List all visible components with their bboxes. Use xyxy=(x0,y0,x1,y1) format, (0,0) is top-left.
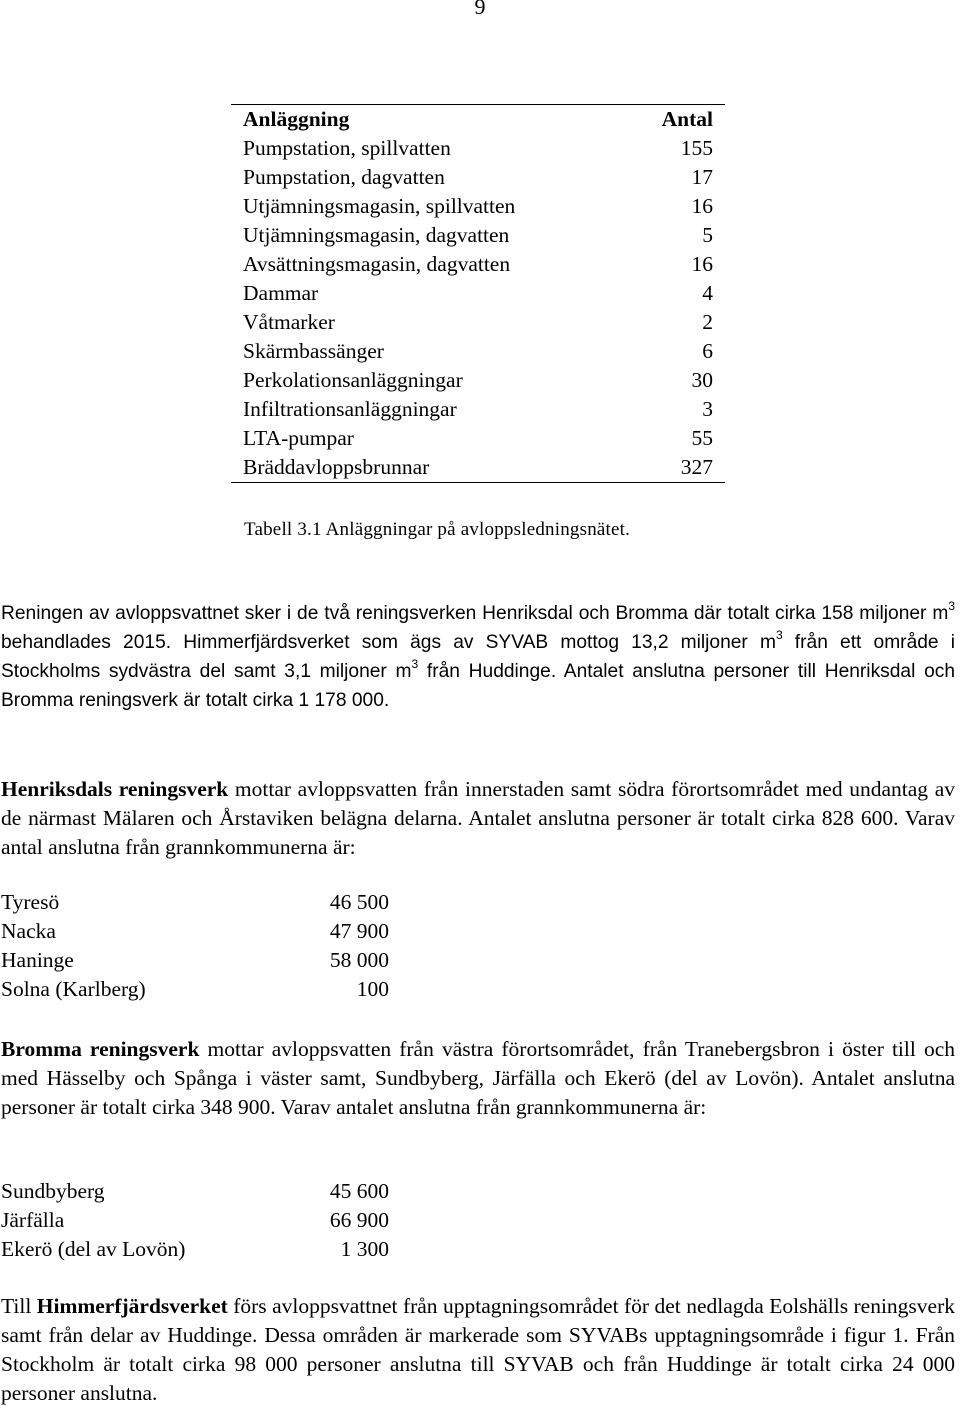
facility-name: Bräddavloppsbrunnar xyxy=(243,455,430,479)
table-row xyxy=(231,366,725,395)
intro-text-1: Reningen av avloppsvattnet sker i de två reningsverken Henriksdal och Bromma där totalt cirka 158 miljoner m xyxy=(1,603,949,624)
facility-count: 55 xyxy=(691,426,713,450)
municipality-value: 1 300 xyxy=(340,1237,389,1261)
facility-count: 327 xyxy=(680,455,713,479)
table-header xyxy=(231,105,725,134)
list-item xyxy=(1,917,401,946)
intro-paragraph xyxy=(1,599,955,715)
bromma-paragraph xyxy=(1,1035,955,1122)
facility-count: 6 xyxy=(702,339,713,363)
table-row xyxy=(231,163,725,192)
page-number: 9 xyxy=(474,0,486,19)
table-row xyxy=(231,337,725,366)
municipality-name: Nacka xyxy=(1,919,56,943)
municipality-value: 46 500 xyxy=(329,890,389,914)
table-row xyxy=(231,453,725,482)
table-caption: Tabell 3.1 Anläggningar på avloppsledningsnätet. xyxy=(244,519,631,540)
himmerfjard-text: förs avloppsvattnet från upptagningsområdet för det nedlagda Eolshälls reningsverk samt från delar av Huddinge. Dessa områden är markerade som SYVABs upptagningsområde i figur 1. Från Stockholm är totalt cirka 98 000 personer anslutna till SYVAB och från Huddinge är totalt cirka 24 000 personer anslutna. xyxy=(1,1294,955,1405)
facility-count: 17 xyxy=(691,165,713,189)
himmerfjard-heading: Himmerfjärdsverket xyxy=(36,1294,228,1318)
facility-name: Pumpstation, spillvatten xyxy=(243,136,451,160)
list-item xyxy=(1,1177,401,1206)
facility-name: Dammar xyxy=(243,281,319,305)
facility-name: Skärmbassänger xyxy=(243,339,384,363)
column-header-facility: Anläggning xyxy=(243,107,350,131)
municipality-name: Ekerö (del av Lovön) xyxy=(1,1237,186,1261)
henriksdal-municipalities xyxy=(1,888,401,1004)
municipality-value: 45 600 xyxy=(329,1179,389,1203)
table-row xyxy=(231,308,725,337)
facilities-table xyxy=(231,104,725,483)
list-item xyxy=(1,1235,401,1264)
facility-name: Våtmarker xyxy=(243,310,335,334)
facility-name: Avsättningsmagasin, dagvatten xyxy=(243,252,511,276)
henriksdal-text: mottar avloppsvatten från innerstaden samt södra förortsområdet med undantag av de närmast Mälaren och Årstaviken belägna delarna. Antalet anslutna personer är totalt cirka 828 600. Varav antal anslutna från grannkommunerna är: xyxy=(1,777,955,859)
himmerfjard-prefix: Till xyxy=(1,1294,37,1318)
superscript: 3 xyxy=(775,628,783,642)
facility-count: 3 xyxy=(702,397,713,421)
municipality-value: 66 900 xyxy=(329,1208,389,1232)
facility-name: Utjämningsmagasin, spillvatten xyxy=(243,194,516,218)
municipality-value: 47 900 xyxy=(329,919,389,943)
facility-name: Infiltrationsanläggningar xyxy=(243,397,457,421)
table-row xyxy=(231,424,725,453)
facility-name: Pumpstation, dagvatten xyxy=(243,165,445,189)
list-item xyxy=(1,888,401,917)
list-item xyxy=(1,975,401,1004)
facility-count: 155 xyxy=(680,136,713,160)
intro-text-4: från Huddinge. Antalet anslutna personer till Henriksdal och Bromma reningsverk är totalt cirka 1 178 000. xyxy=(1,661,956,711)
facility-count: 30 xyxy=(691,368,713,392)
column-header-count: Antal xyxy=(661,107,713,131)
municipality-name: Tyresö xyxy=(1,890,60,914)
facility-count: 4 xyxy=(702,281,713,305)
facility-name: Perkolationsanläggningar xyxy=(243,368,463,392)
superscript: 3 xyxy=(948,599,955,613)
bromma-municipalities xyxy=(1,1177,401,1264)
bromma-text: mottar avloppsvatten från västra förortsområdet, från Tranebergsbron i öster till och med Hässelby och Spånga i väster samt, Sundbyberg, Järfälla och Ekerö (del av Lovön). Antalet anslutna personer är totalt cirka 348 900. Varav antalet anslutna från grannkommunerna är: xyxy=(1,1037,955,1119)
table-row xyxy=(231,250,725,279)
henriksdal-heading: Henriksdals reningsverk xyxy=(1,777,229,801)
table-row xyxy=(231,279,725,308)
facility-count: 5 xyxy=(702,223,713,247)
municipality-value: 100 xyxy=(356,977,389,1001)
table-row xyxy=(231,395,725,424)
intro-text-3: från ett område i Stockholms sydvästra del samt 3,1 miljoner m xyxy=(1,632,955,682)
municipality-value: 58 000 xyxy=(329,948,389,972)
table-row xyxy=(231,221,725,250)
himmerfjard-paragraph xyxy=(1,1292,955,1408)
table-row xyxy=(231,192,725,221)
facility-count: 16 xyxy=(691,194,713,218)
superscript: 3 xyxy=(411,657,419,671)
municipality-name: Järfälla xyxy=(1,1208,65,1232)
facility-name: Utjämningsmagasin, dagvatten xyxy=(243,223,510,247)
list-item xyxy=(1,1206,401,1235)
municipality-name: Solna (Karlberg) xyxy=(1,977,146,1001)
facility-count: 16 xyxy=(691,252,713,276)
table-row xyxy=(231,134,725,163)
henriksdal-paragraph xyxy=(1,775,955,862)
bromma-heading: Bromma reningsverk xyxy=(1,1037,200,1061)
facility-name: LTA-pumpar xyxy=(243,426,354,450)
municipality-name: Sundbyberg xyxy=(1,1179,105,1203)
intro-text-2: behandlades 2015. Himmerfjärdsverket som ägs av SYVAB mottog 13,2 miljoner m xyxy=(1,632,776,653)
facility-count: 2 xyxy=(702,310,713,334)
list-item xyxy=(1,946,401,975)
municipality-name: Haninge xyxy=(1,948,74,972)
